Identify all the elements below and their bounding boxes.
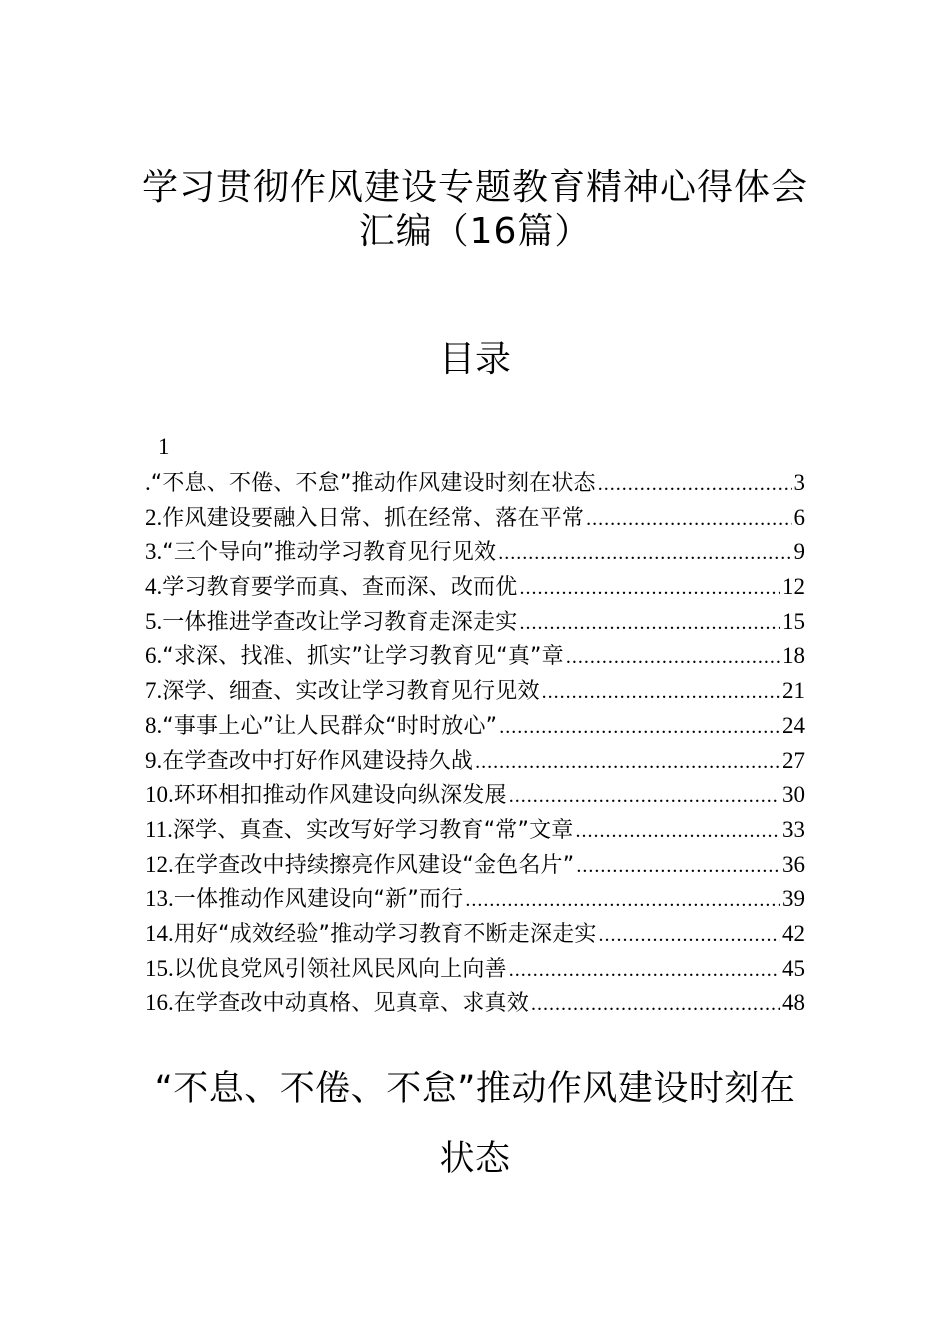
toc-dot-leader [509,953,780,987]
toc-dot-leader [576,814,780,848]
toc-entry-page: 12 [782,574,805,600]
toc-entry-number: 5. [145,608,163,634]
toc-entry[interactable] [145,917,805,952]
toc-entry-number: 6. [145,643,163,669]
toc-entry-number: 3. [145,539,163,565]
toc-entry-page: 15 [782,608,805,634]
toc-entry-number: 7. [145,678,163,704]
toc-heading: 目录 [438,339,511,380]
toc-entry-number: 2. [145,504,163,530]
toc-entry[interactable] [145,848,805,883]
toc-entry-title: 在学查改中打好作风建设持久战 [162,748,474,774]
toc-dot-leader [519,606,780,640]
toc-entry-title: 深学、真查、实改写好学习教育“常”文章 [172,817,574,843]
toc-entry[interactable] [145,674,805,709]
document-title-line-1: 学习贯彻作风建设专题教育精神心得体会 [141,167,808,208]
toc-entry-title: “三个导向”推动学习教育见行见效 [162,540,497,566]
toc-entry[interactable] [145,744,805,779]
toc-entry-page: 9 [793,539,805,565]
toc-entry-number: . [145,470,151,495]
toc-entry-page: 36 [782,851,805,877]
toc-entry[interactable] [145,501,805,536]
toc-entry[interactable] [145,813,805,848]
toc-entry[interactable] [145,535,805,570]
toc-entry-number: 8. [145,712,163,738]
toc-entry-number: 14. [145,920,174,946]
toc-entry[interactable] [145,466,805,501]
toc-dot-leader [599,918,780,952]
toc-entry-number: 13. [145,886,174,912]
toc-dot-leader [498,536,791,570]
toc-dot-leader [475,745,780,779]
toc-dot-leader [465,883,780,917]
toc-entry-page: 18 [782,643,805,669]
toc-entry-number: 4. [145,574,163,600]
toc-entry[interactable] [145,639,805,674]
toc-entry-title: 环环相扣推动作风建设向纵深发展 [173,783,507,809]
toc-entry-page: 6 [793,504,805,530]
toc-entry-number: 11. [145,816,173,842]
toc-entry[interactable] [145,986,805,1021]
toc-entry-page: 21 [782,678,805,704]
toc-entry-page: 24 [782,712,805,738]
toc-entry-title: 在学查改中动真格、见真章、求真效 [173,991,529,1017]
toc-entry-number: 16. [145,990,174,1016]
toc-entry[interactable] [145,952,805,987]
toc-dot-leader [519,571,780,605]
toc-entry[interactable] [145,570,805,605]
toc-entry-title: 一体推动作风建设向“新”而行 [173,887,464,913]
toc-entry-title: “不息、不倦、不怠”推动作风建设时刻在状态 [150,471,596,496]
toc-entry-title: 一体推进学查改让学习教育走深走实 [162,609,518,635]
toc-entry-title: 用好“成效经验”推动学习教育不断走深走实 [173,921,597,947]
toc-entry-title: 深学、细查、实改让学习教育见行见效 [162,679,540,705]
toc-dot-leader [598,467,792,501]
toc-entry-title: 以优良党风引领社风民风向上向善 [173,956,507,982]
page-number: 1 [158,434,170,459]
toc-entry[interactable] [145,882,805,917]
toc-entry-page: 45 [782,955,805,981]
toc-entry-page: 30 [782,782,805,808]
toc-dot-leader [586,502,791,536]
toc-dot-leader [576,849,780,883]
toc-entry-page: 48 [782,990,805,1016]
toc-entry-title: 学习教育要学而真、查而深、改而优 [162,575,518,601]
toc-dot-leader [542,675,780,709]
toc-entry-title: 作风建设要融入日常、抓在经常、落在平常 [162,505,585,531]
toc-entry-number: 9. [145,747,163,773]
toc-entry[interactable] [145,709,805,744]
toc-entry[interactable] [145,778,805,813]
section-title-line-1: “不息、不倦、不怠”推动作风建设时刻在 [154,1069,796,1109]
toc-dot-leader [509,779,780,813]
toc-entry-title: 在学查改中持续擦亮作风建设“金色名片” [173,852,575,878]
toc-dot-leader [531,987,780,1021]
toc-entry-title: “事事上心”让人民群众“时时放心” [162,713,498,739]
document-title-line-2: 汇编（16篇） [358,211,592,252]
section-title-line-2: 状态 [439,1139,511,1179]
toc-entry-number: 10. [145,782,174,808]
toc-entry-page: 27 [782,747,805,773]
toc-entry-title: “求深、找准、抓实”让学习教育见“真”章 [162,644,564,670]
toc-entry-page: 3 [793,470,805,495]
toc-entry-page: 42 [782,920,805,946]
toc-dot-leader [499,710,780,744]
toc-entry-page: 33 [782,816,805,842]
toc-entry-page: 39 [782,886,805,912]
toc-entry-number: 15. [145,955,174,981]
toc-dot-leader [566,640,780,674]
table-of-contents [145,466,805,1021]
toc-entry-number: 12. [145,851,174,877]
toc-entry[interactable] [145,605,805,640]
